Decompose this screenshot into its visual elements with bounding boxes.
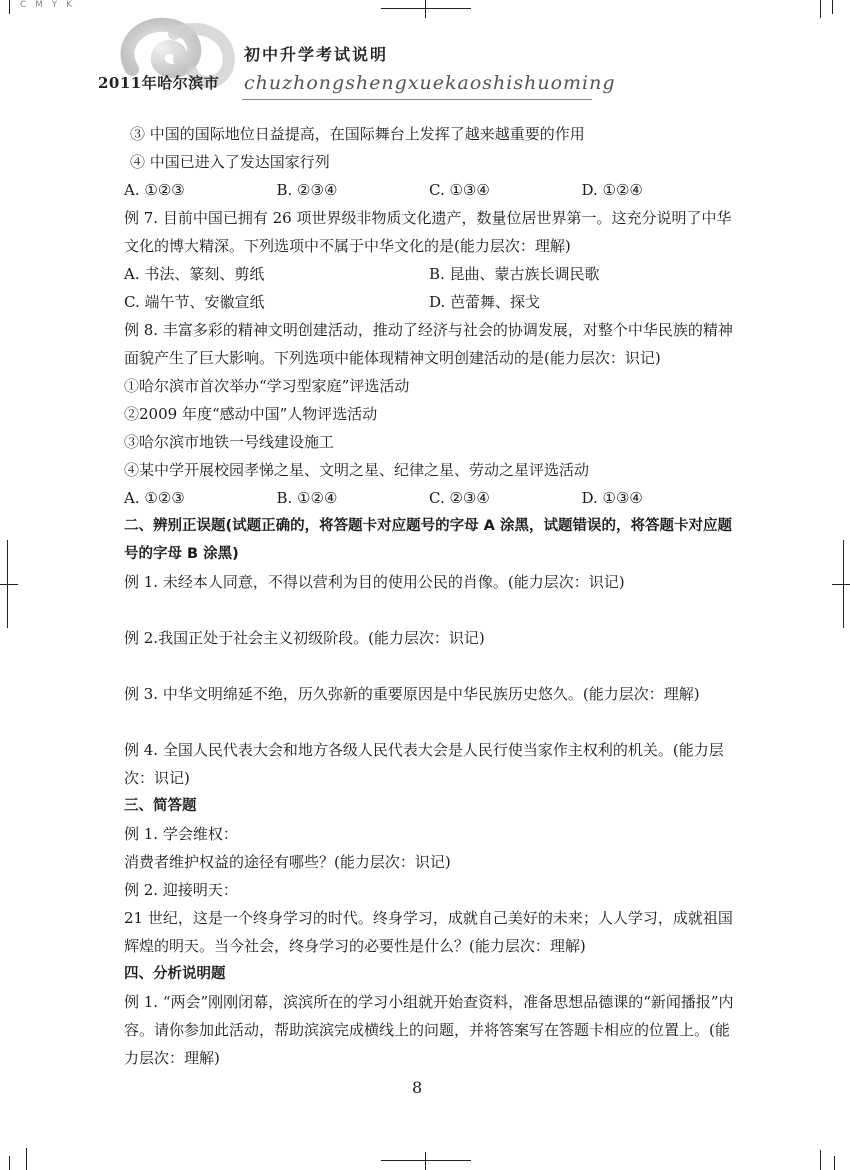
crop-mark	[820, 1150, 821, 1170]
q8-item: ①哈尔滨市首次举办“学习型家庭”评选活动	[124, 377, 410, 395]
crop-mark	[834, 1156, 835, 1170]
question-8: 例 8. 丰富多彩的精神文明创建活动，推动了经济与社会的协调发展，对整个中华民族的精神面貌产生了巨大影响。下列选项中能体现精神文明创建活动的是(能力层次：识记)	[124, 321, 733, 367]
option-c: C. ②③④	[429, 489, 490, 507]
s3-question-1: 例 1. 学会维权：	[124, 825, 238, 843]
header-pinyin: chuzhongshengxuekaoshishuoming	[244, 72, 616, 94]
q7-options-row2	[124, 288, 734, 316]
section-4-heading: 四、分析说明题	[124, 966, 226, 982]
crop-mark	[832, 584, 850, 585]
question-7: 例 7. 目前中国已拥有 26 项世界级非物质文化遗产，数量位居世界第一。这充分说明了中华文化的博大精深。下列选项中不属于中华文化的是(能力层次：理解)	[124, 209, 732, 255]
s2-question-2: 例 2.我国正处于社会主义初级阶段。(能力层次：识记)	[124, 629, 485, 647]
crop-mark	[9, 1156, 10, 1170]
item-3: ③ 中国的国际地位日益提高，在国际舞台上发挥了越来越重要的作用	[130, 125, 585, 143]
s3-question-1-body: 消费者维护权益的途径有哪些？(能力层次：识记)	[124, 853, 451, 871]
crop-mark	[820, 0, 821, 18]
option-a: A. ①②③	[124, 489, 185, 507]
option-c: C. 端午节、安徽宣纸	[124, 293, 265, 311]
option-d: D. 芭蕾舞、探戈	[429, 293, 541, 311]
option-a: A. 书法、篆刻、剪纸	[124, 265, 265, 283]
s2-question-3: 例 3. 中华文明绵延不绝，历久弥新的重要原因是中华民族历史悠久。(能力层次：理解)	[124, 685, 700, 703]
option-a: A. ①②③	[124, 181, 185, 199]
s2-question-4: 例 4. 全国人民代表大会和地方各级人民代表大会是人民行使当家作主权利的机关。(能力层次：识记)	[124, 741, 724, 787]
s2-question-1: 例 1. 未经本人同意，不得以营利为目的使用公民的肖像。(能力层次：识记)	[124, 573, 625, 591]
color-registration-marks: C M Y K	[20, 0, 76, 10]
crop-mark	[26, 1148, 27, 1170]
crop-mark	[381, 8, 471, 9]
page-content	[124, 120, 734, 1072]
option-b: B. 昆曲、蒙古族长调民歌	[429, 265, 600, 283]
answer-space	[124, 652, 734, 680]
q8-item: ②2009 年度“感动中国”人物评选活动	[124, 405, 378, 423]
option-d: D. ①③④	[581, 489, 643, 507]
q6-options	[124, 176, 734, 204]
q8-options	[124, 484, 734, 512]
crop-mark	[425, 0, 426, 18]
option-b: B. ②③④	[276, 181, 338, 199]
answer-space	[124, 596, 734, 624]
s4-question-1: 例 1. “两会”刚刚闭幕，滨滨所在的学习小组就开始查资料，准备思想品德课的“新闻播报”内容。请你参加此活动，帮助滨滨完成横线上的问题，并将答案写在答题卡相应的位置上。(能力层次：理解)	[124, 993, 734, 1067]
crop-mark	[381, 1160, 471, 1161]
option-b: B. ①②④	[276, 489, 338, 507]
q7-options-row1	[124, 260, 734, 288]
section-3-heading: 三、简答题	[124, 798, 197, 814]
answer-space	[124, 708, 734, 736]
crop-mark	[9, 0, 10, 14]
s3-question-2-body: 21 世纪，这是一个终身学习的时代。终身学习，成就自己美好的未来；人人学习，成就祖国辉煌的明天。当今社会，终身学习的必要性是什么？(能力层次：理解)	[124, 909, 733, 955]
page-number: 8	[412, 1078, 423, 1097]
header-rule	[242, 99, 592, 100]
header-title: 初中升学考试说明	[244, 45, 389, 64]
s3-question-2: 例 2. 迎接明天：	[124, 881, 238, 899]
header-year-city: 2011年哈尔滨市	[98, 74, 220, 92]
option-c: C. ①③④	[429, 181, 490, 199]
crop-mark	[425, 1152, 426, 1170]
q8-item: ④某中学开展校园孝悌之星、文明之星、纪律之星、劳动之星评选活动	[124, 461, 590, 479]
crop-mark	[832, 0, 833, 14]
option-d: D. ①②④	[581, 181, 643, 199]
item-4: ④ 中国已进入了发达国家行列	[130, 153, 330, 171]
q8-item: ③哈尔滨市地铁一号线建设施工	[124, 433, 335, 451]
crop-mark	[0, 584, 18, 585]
section-2-heading: 二、辨别正误题(试题正确的，将答题卡对应题号的字母 A 涂黑，试题错误的，将答题卡对应题号的字母 B 涂黑)	[124, 518, 732, 562]
